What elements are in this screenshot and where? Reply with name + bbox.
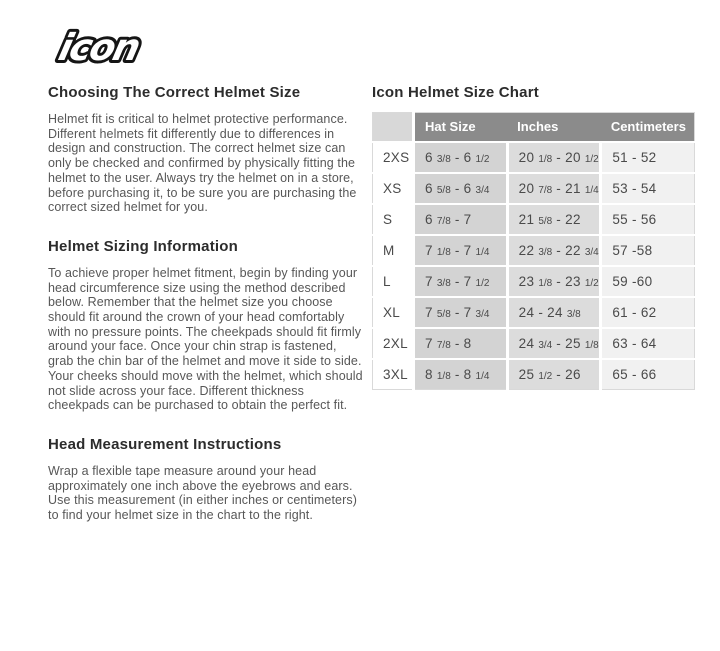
size-label: L — [373, 266, 414, 297]
centimeters-cell: 57 -58 — [601, 235, 695, 266]
section-heading: Head Measurement Instructions — [48, 435, 282, 453]
centimeters-cell: 59 -60 — [601, 266, 695, 297]
centimeters-cell: 53 - 54 — [601, 173, 695, 204]
section-heading: Helmet Sizing Information — [48, 237, 239, 255]
inches-cell: 21 5/8 - 22 — [507, 204, 601, 235]
inches-cell: 22 3/8 - 22 3/4 — [507, 235, 601, 266]
hat-size-cell: 7 5/8 - 7 3/4 — [414, 297, 508, 328]
inches-cell: 20 1/8 - 20 1/2 — [507, 142, 601, 173]
size-label: 2XS — [373, 142, 414, 173]
header-row — [373, 113, 695, 142]
table-row — [373, 204, 695, 235]
section-body: To achieve proper helmet fitment, begin by finding your head circumference size using the method described below. Remember that the helmet size you choose should fit around the crown of your head comfortably with no pressure points. The cheekpads should fit firmly around your face. Once your chin strap is fastened, grab the chin bar of the helmet and move it side to side. Your cheeks should move with the helmet, which should not slide across your face. Different thickness cheekpads can be purchased to obtain the perfect fit. — [48, 265, 363, 413]
table-row — [373, 266, 695, 297]
hat-size-cell: 6 3/8 - 6 1/2 — [414, 142, 508, 173]
inches-cell: 25 1/2 - 26 — [507, 359, 601, 390]
size-label: XS — [373, 173, 414, 204]
inches-cell: 24 - 24 3/8 — [507, 297, 601, 328]
inches-cell: 20 7/8 - 21 1/4 — [507, 173, 601, 204]
hat-size-cell: 6 7/8 - 7 — [414, 204, 508, 235]
info-column — [48, 84, 364, 546]
col-header-centimeters: Centimeters — [601, 113, 695, 142]
size-label: S — [373, 204, 414, 235]
section-choosing-helmet-size — [48, 84, 364, 215]
col-header-inches: Inches — [507, 113, 601, 142]
centimeters-cell: 65 - 66 — [601, 359, 695, 390]
hat-size-cell: 8 1/8 - 8 1/4 — [414, 359, 508, 390]
table-row — [373, 328, 695, 359]
table-row — [373, 142, 695, 173]
table-row — [373, 235, 695, 266]
table-row — [373, 359, 695, 390]
section-body: Helmet fit is critical to helmet protective performance. Different helmets fit differently due to differences in design and construction. The correct helmet size can only be checked and confirmed by physically fitting the helmet to the user. Always try the helmet on in a store, before purchasing it, to be sure you are purchasing the correct sized helmet for you. — [48, 112, 357, 215]
centimeters-cell: 61 - 62 — [601, 297, 695, 328]
size-label: 2XL — [373, 328, 414, 359]
centimeters-cell: 55 - 56 — [601, 204, 695, 235]
table-row — [373, 173, 695, 204]
icon-logo — [44, 20, 204, 72]
centimeters-cell: 63 - 64 — [601, 328, 695, 359]
hat-size-cell: 7 1/8 - 7 1/4 — [414, 235, 508, 266]
size-chart-table — [372, 112, 695, 390]
size-label: XL — [373, 297, 414, 328]
section-body: Wrap a flexible tape measure around your head approximately one inch above the eyebrows and ears. Use this measurement (in either inches or centimeters) to find your helmet size in the chart to the right. — [48, 463, 357, 523]
hat-size-cell: 6 5/8 - 6 3/4 — [414, 173, 508, 204]
table-row — [373, 297, 695, 328]
corner-cell — [373, 113, 414, 142]
chart-title: Icon Helmet Size Chart — [372, 84, 539, 101]
size-label: 3XL — [373, 359, 414, 390]
inches-cell: 23 1/8 - 23 1/2 — [507, 266, 601, 297]
section-heading: Choosing The Correct Helmet Size — [48, 84, 301, 101]
hat-size-cell: 7 7/8 - 8 — [414, 328, 508, 359]
icon-logo-text: icon — [54, 25, 144, 69]
inches-cell: 24 3/4 - 25 1/8 — [507, 328, 601, 359]
centimeters-cell: 51 - 52 — [601, 142, 695, 173]
size-label: M — [373, 235, 414, 266]
icon-logo-graphic — [44, 20, 204, 72]
size-chart-column — [372, 84, 696, 390]
section-sizing-information — [48, 238, 364, 413]
col-header-hat-size: Hat Size — [414, 113, 508, 142]
section-measurement-instructions — [48, 436, 364, 523]
hat-size-cell: 7 3/8 - 7 1/2 — [414, 266, 508, 297]
